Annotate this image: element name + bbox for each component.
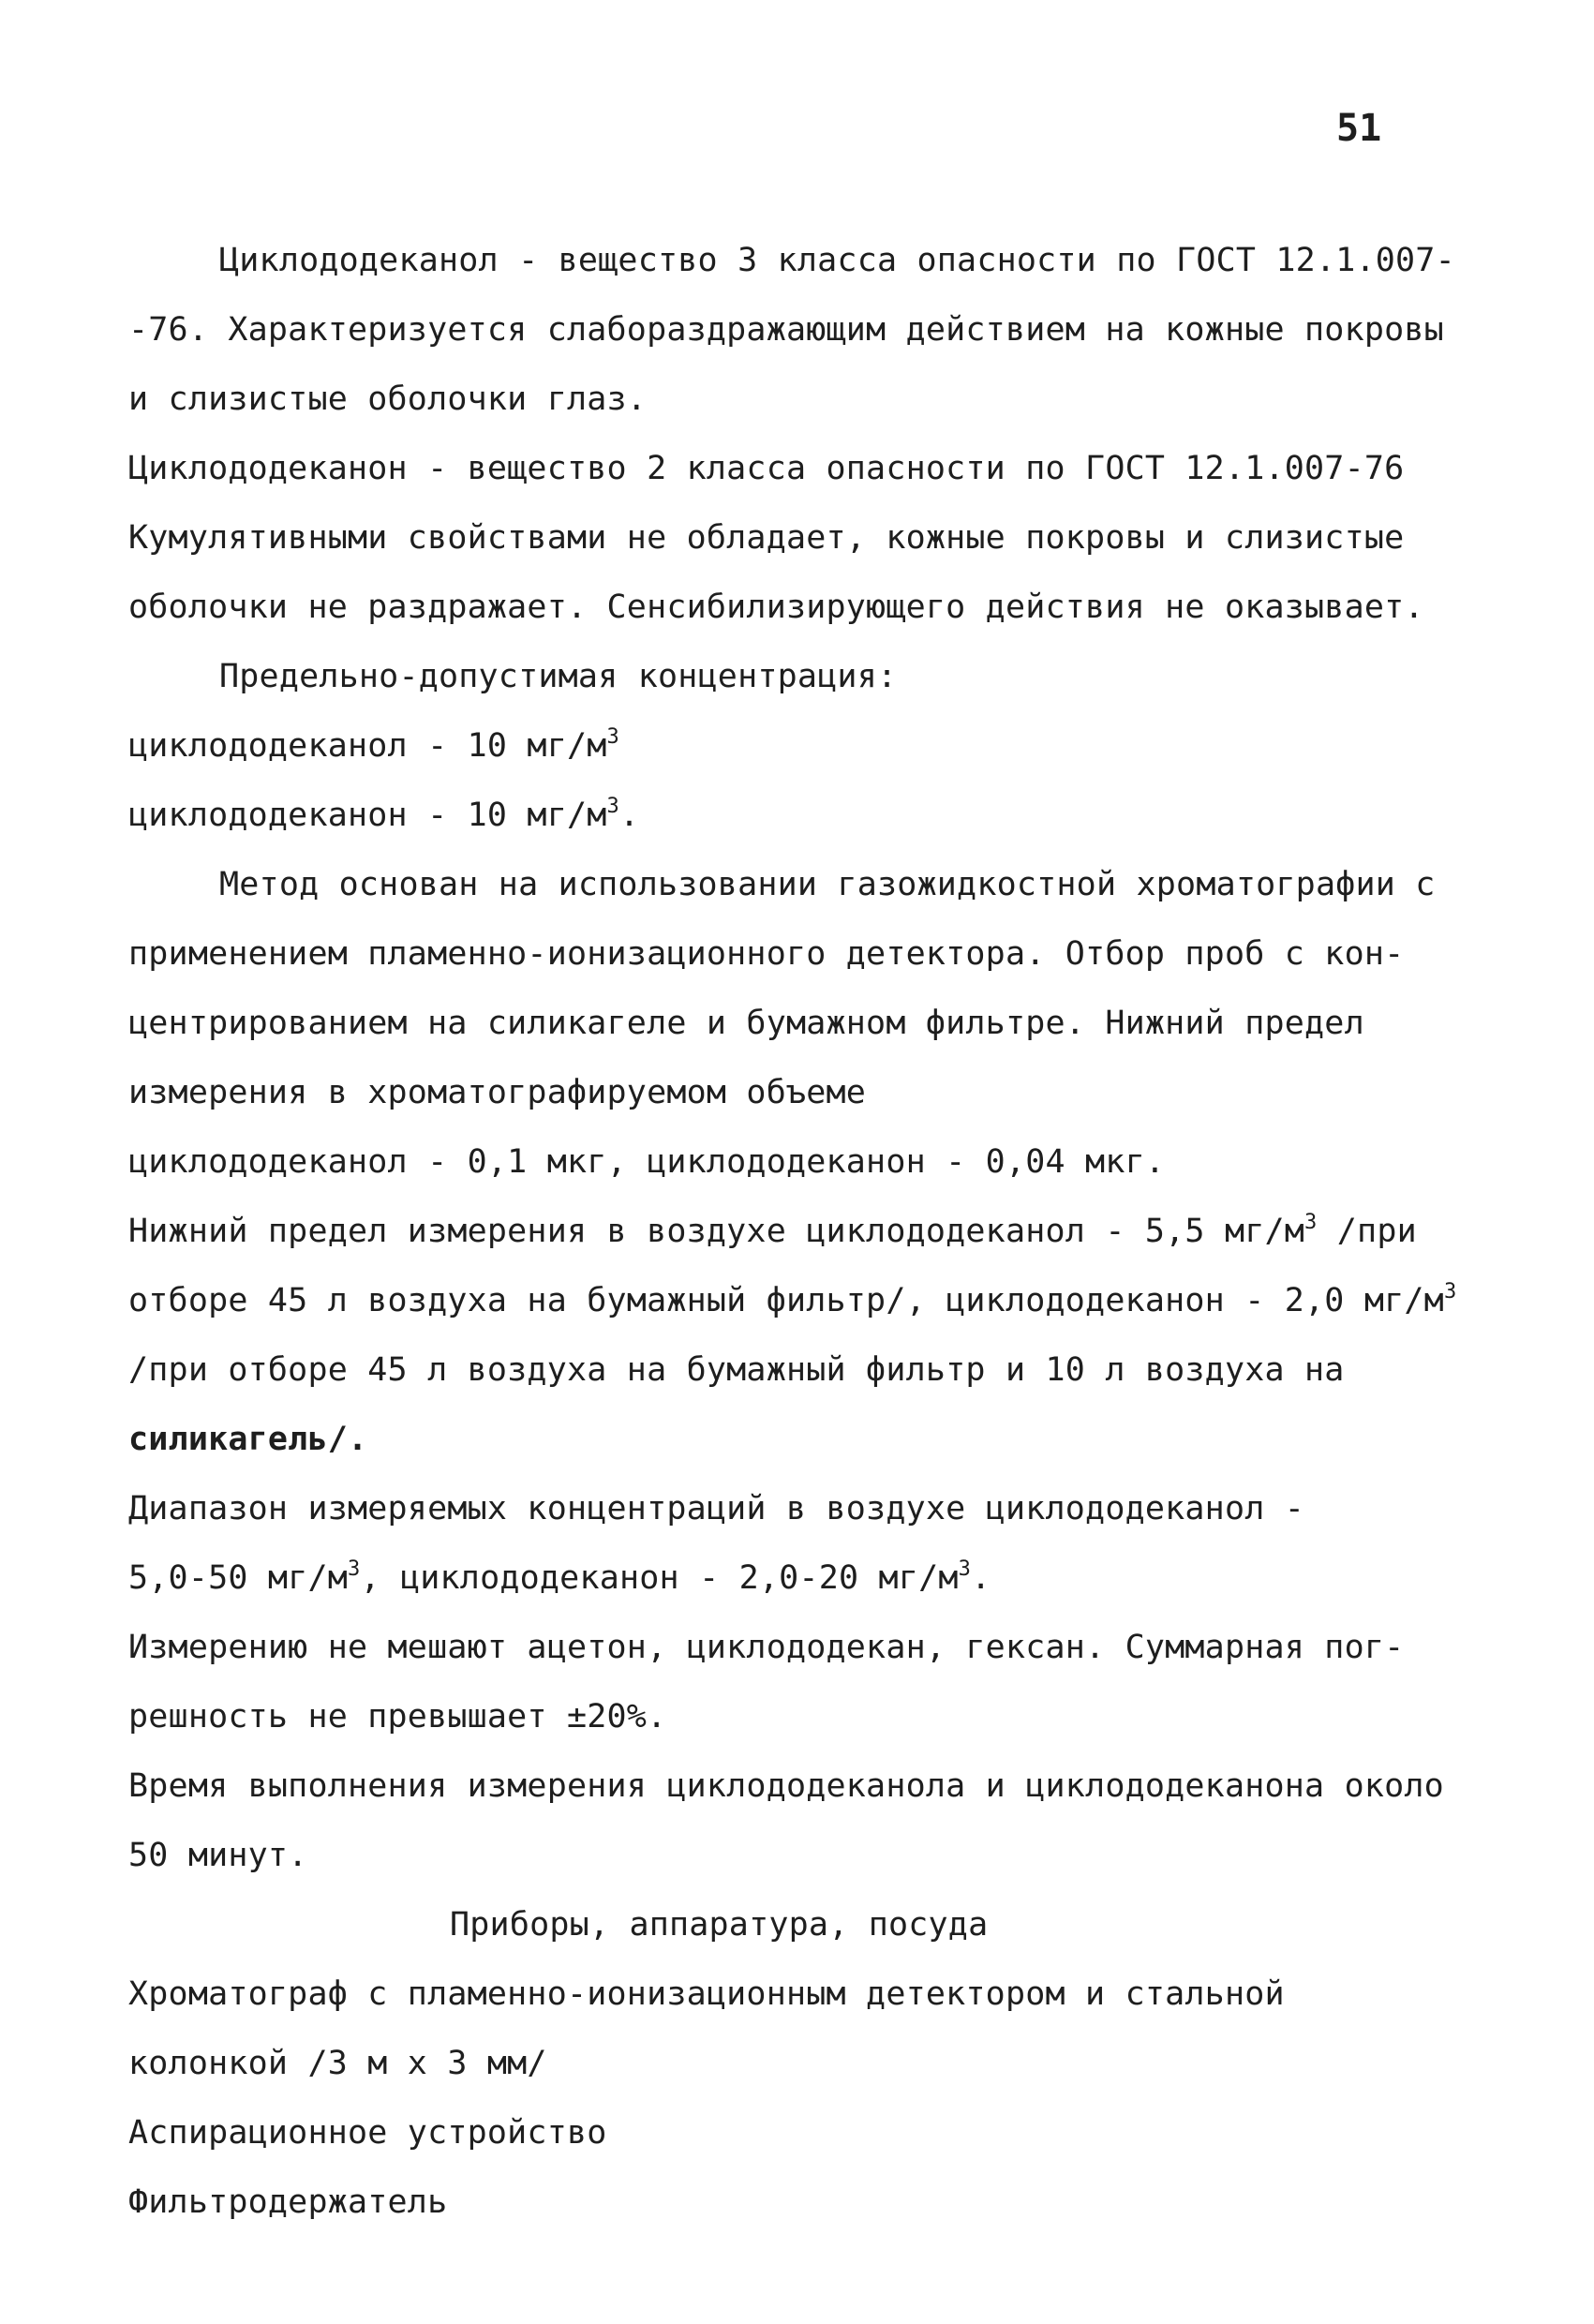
- page-number: 51: [1336, 107, 1382, 150]
- superscript: 3: [348, 1557, 361, 1581]
- text-fragment: .: [971, 1559, 991, 1597]
- text-line: Измерению не мешают ацетон, циклододекан, гексан. Суммарная пог-: [128, 1629, 1405, 1666]
- text-fragment: Нижний предел измерения в воздухе циклододеканол - 5,5 мг/м: [128, 1213, 1305, 1250]
- text-line: колонкой /3 м x 3 мм/: [128, 2045, 547, 2082]
- superscript: 3: [958, 1557, 972, 1581]
- text-line: Предельно-допустимая концентрация:: [219, 658, 898, 695]
- text-line: Фильтродержатель: [128, 2183, 448, 2221]
- text-line: применением пламенно-ионизационного детектора. Отбор проб с кон-: [128, 935, 1405, 973]
- text-line: Циклододеканол - вещество 3 класса опасности по ГОСТ 12.1.007-: [219, 242, 1455, 279]
- text-line: измерения в хроматографируемом объеме: [128, 1074, 867, 1111]
- section-heading: Приборы, аппаратура, посуда: [450, 1906, 989, 1944]
- text-line: Метод основан на использовании газожидкостной хроматографии с: [219, 866, 1436, 903]
- text-line: центрированием на силикагеле и бумажном фильтре. Нижний предел: [128, 1005, 1364, 1042]
- text-line: /при отборе 45 л воздуха на бумажный фильтр и 10 л воздуха на: [128, 1351, 1345, 1389]
- text-line: [128, 795, 639, 836]
- text-line: Кумулятивными свойствами не обладает, кожные покровы и слизистые: [128, 519, 1405, 557]
- text-line: 50 минут.: [128, 1837, 308, 1874]
- superscript: 3: [1304, 1211, 1318, 1234]
- text-fragment: отборе 45 л воздуха на бумажный фильтр/, циклододеканон - 2,0 мг/м: [128, 1282, 1444, 1319]
- text-line: Диапазон измеряемых концентраций в воздухе циклододеканол -: [128, 1490, 1305, 1527]
- text-fragment: /при: [1317, 1213, 1417, 1250]
- text-line: оболочки не раздражает. Сенсибилизирующего действия не оказывает.: [128, 588, 1424, 626]
- text-line: Циклододеканон - вещество 2 класса опасности по ГОСТ 12.1.007-76: [128, 450, 1405, 487]
- text-line: Аспирационное устройство: [128, 2114, 607, 2152]
- text-line: Время выполнения измерения циклододеканола и циклододеканона около: [128, 1767, 1444, 1805]
- text-fragment: , циклододеканон - 2,0-20 мг/м: [360, 1559, 959, 1597]
- superscript: 3: [1443, 1280, 1457, 1304]
- superscript: 3: [606, 795, 619, 818]
- text-fragment: циклододеканол - 10 мг/м: [128, 727, 607, 765]
- text-line: [128, 1211, 1417, 1252]
- text-line: [128, 1557, 991, 1599]
- text-line: [128, 725, 619, 767]
- text-line: Хроматограф с пламенно-ионизационным детектором и стальной: [128, 1975, 1285, 2013]
- text-line: и слизистые оболочки глаз.: [128, 380, 648, 418]
- text-fragment: 5,0-50 мг/м: [128, 1559, 348, 1597]
- text-line: циклододеканол - 0,1 мкг, циклододеканон - 0,04 мкг.: [128, 1143, 1166, 1181]
- text-fragment: .: [618, 797, 640, 834]
- text-line: -76. Характеризуется слабораздражающим действием на кожные покровы: [128, 311, 1444, 349]
- text-line: решность не превышает ±20%.: [128, 1698, 667, 1736]
- text-line: силикагель/.: [128, 1421, 368, 1458]
- superscript: 3: [606, 725, 619, 749]
- text-line: [128, 1280, 1456, 1321]
- text-fragment: циклододеканон - 10 мг/м: [128, 797, 607, 834]
